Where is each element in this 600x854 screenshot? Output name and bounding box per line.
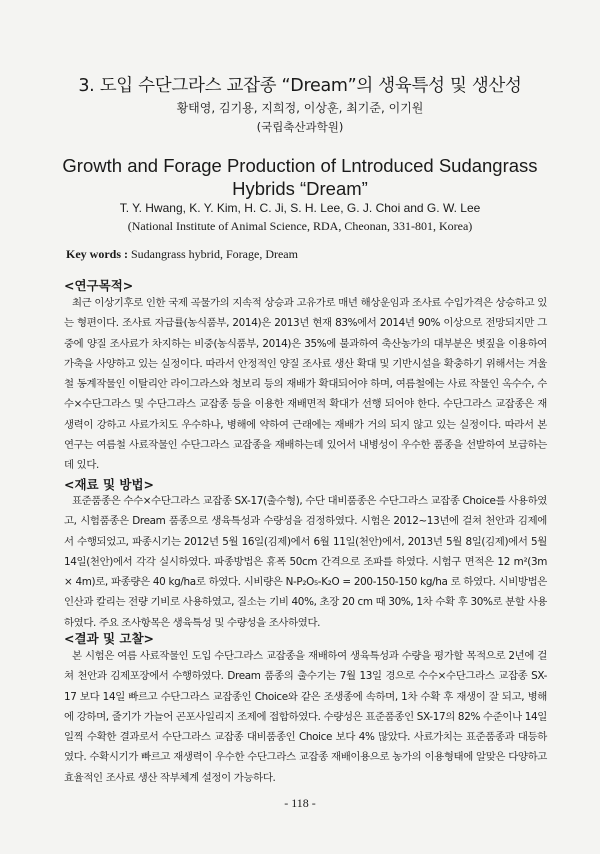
page-number: - 118 -	[284, 796, 316, 810]
english-affiliation: (National Institute of Animal Science, RDA, Cheonan, 331-801, Korea)	[127, 219, 473, 233]
section-body-results: 본 시험은 여름 사료작물인 도입 수단그라스 교잡종을 재배하여 생육특성과 수량을 평가할 목적으로 2년에 걸쳐 천안과 김제포장에서 수행하였다. Dream 품종의 출수기는 7월 13일 경으로 수수×수단그라스 교잡종 SX-17 보다 14일 빠르고 수단그라스 교잡종인 Choice와 같은 조생종에 속하며, 1차 수확 후 재생이 잘 되고, 병해에 강하며, 줄기가 가늘어 곤포사일리지 조제에 접합하였다. 수량성은 표준품종인 SX-17의 82% 수준이나 14일 일찍 수확한 결과로서 수단그라스 교잡종 대비품종인 Choice 보다 4% 많았다. 사료가치는 표준품종과 대등하였다. 수확시기가 빠르고 재생력이 우수한 수단그라스 교잡종 재배이용으로 농가의 이용형태에 알맞은 다양하고 효율적인 조사료 생산 작부체계 설정이 가능하다.	[64, 650, 547, 784]
section-body-methods: 표준품종은 수수×수단그라스 교잡종 SX-17(출수형), 수단 대비품종은 수단그라스 교잡종 Choice를 사용하였고, 시험품종은 Dream 품종으로 생육특성과 수량성을 검정하였다. 시험은 2012~13년에 걸쳐 천안과 김제에서 수행되었고, 파종시기는 2012년 5월 16일(김제)에서 6월 11일(천안)에서, 2013년 5월 8일(김제)에서 5월 14일(천안)에서 각각 실시하였다. 파종방법은 휴폭 50cm 간격으로 조파를 하였다. 시험구 면적은 12 m²(3m × 4m)로, 파종량은 40 kg/ha로 하였다. 시비량은 N-P₂O₅-K₂O = 200-150-150 kg/ha 로 하였다. 시비방법은 인산과 칼리는 전량 기비로 사용하였고, 질소는 기비 40%, 초장 20 cm 때 30%, 1차 수확 후 30%로 분할 사용하였다. 주요 조사항목은 생육특성 및 수량성을 조사하였다.	[64, 495, 547, 629]
english-title: Growth and Forage Production of Lntroduced Sudangrass Hybrids “Dream”	[62, 155, 538, 199]
section-heading-results: <결과 및 고찰>	[64, 631, 155, 646]
section-heading-methods: <재료 및 방법>	[64, 477, 155, 492]
korean-title: 3. 도입 수단그라스 교잡종 “Dream”의 생육특성 및 생산성	[78, 76, 522, 96]
korean-affiliation: (국립축산과학원)	[256, 120, 344, 134]
keywords-label: Key words :	[66, 247, 128, 261]
keywords	[66, 247, 298, 262]
section-body-purpose: 최근 이상기후로 인한 국제 곡물가의 지속적 상승과 고유가로 매년 해상운임과 조사료 수입가격은 상승하고 있는 형편이다. 조사료 자급률(농식품부, 2014)은 2013년 현재 83%에서 2014년 90% 이상으로 전망되지만 그중에 양질 조사료가 차지하는 비중(농식품부, 2014)은 35%에 불과하여 축산농가의 대부분은 볏짚을 이용하여 가축을 사양하고 있는 실정이다. 따라서 안정적인 양질 조사료 생산 확대 및 기반시설을 확충하기 위해서는 겨울철 동계작물인 이탈리안 라이그라스와 청보리 등의 재배가 확대되어야 하며, 여름철에는 사료 작물인 옥수수, 수수×수단그라스 및 수단그라스 교잡종 등을 이용한 재배면적 확대가 선행 되어야 한다. 수단그라스 교잡종은 재생력이 강하고 사료가치도 우수하나, 병해에 약하여 근래에는 재배가 거의 되지 않고 있는 실정이다. 따라서 본 연구는 여름철 사료작물인 수단그라스 교잡종을 재배하는데 있어서 내병성이 우수한 품종을 선발하여 보급하는데 있다.	[64, 297, 547, 472]
korean-authors: 황태영, 김기용, 지희정, 이상훈, 최기준, 이기원	[176, 101, 424, 115]
keywords-value: Sudangrass hybrid, Forage, Dream	[128, 247, 298, 261]
english-authors: T. Y. Hwang, K. Y. Kim, H. C. Ji, S. H. Lee, G. J. Choi and G. W. Lee	[119, 201, 481, 215]
section-heading-purpose: <연구목적>	[64, 278, 134, 293]
